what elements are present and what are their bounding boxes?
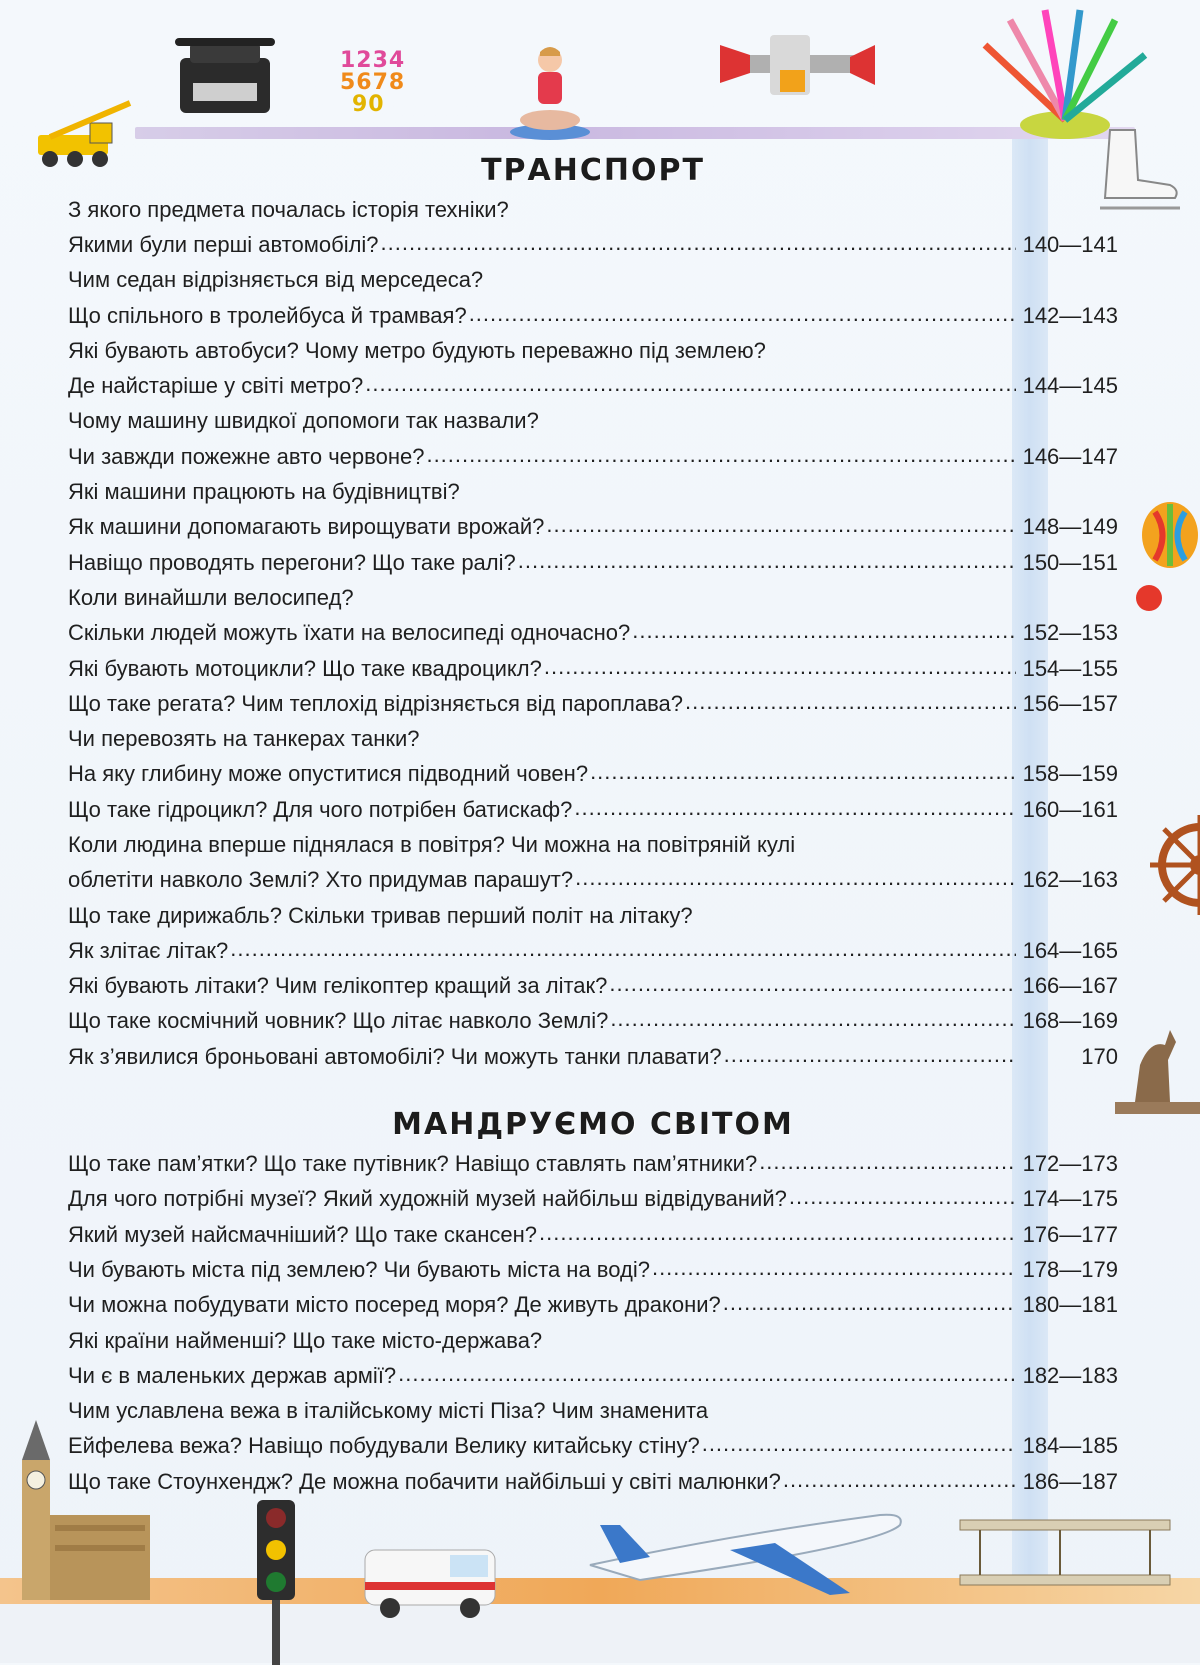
section-title-travel: МАНДРУЄМО СВІТОМ: [392, 1107, 794, 1143]
typewriter-icon: [165, 28, 285, 128]
dot-leader: [710, 1400, 1016, 1422]
toc-page-number: 162—163: [1022, 867, 1118, 893]
toc-entry: [68, 792, 1118, 827]
biplane-icon: [950, 1510, 1190, 1620]
dot-leader: [789, 1188, 1016, 1210]
toc-question: Для чого потрібні музеї? Який художній музей найбільш відвідуваний?: [68, 1186, 787, 1212]
dot-leader: [546, 516, 1016, 538]
toc-page-number: 146—147: [1022, 443, 1118, 469]
toc-page-number: 182—183: [1022, 1362, 1118, 1388]
ambulance-icon: [360, 1530, 500, 1620]
toc-question: Чи завжди пожежне авто червоне?: [68, 443, 425, 469]
toc-entry: [68, 1394, 1118, 1429]
dot-leader: [381, 234, 1016, 256]
toc-entry: [68, 1146, 1118, 1181]
toc-page-number: 142—143: [1022, 302, 1118, 328]
toc-question: Як злітає літак?: [68, 937, 229, 963]
dot-leader: [539, 1224, 1016, 1246]
toc-page-number: 148—149: [1022, 514, 1118, 540]
toc-entry: [68, 898, 1118, 933]
toc-entry: [68, 1358, 1118, 1393]
dot-leader: [426, 446, 1016, 468]
toc-page-number: 150—151: [1022, 549, 1118, 575]
jet-icon: [580, 1495, 910, 1605]
ship-wheel-icon: [1140, 810, 1200, 920]
toc-page-number: 184—185: [1022, 1433, 1118, 1459]
toc-entry: [68, 510, 1118, 545]
toc-entry: [68, 1217, 1118, 1252]
toc-page-number: 156—157: [1022, 690, 1118, 716]
toc-page-number: 186—187: [1022, 1468, 1118, 1494]
dot-leader: [422, 728, 1016, 750]
toc-question: Ейфелева вежа? Навіщо побудували Велику китайську стіну?: [68, 1433, 700, 1459]
toc-question: облетіти навколо Землі? Хто придумав парашут?: [68, 867, 574, 893]
toc-question: Як з’явилися броньовані автомобілі? Чи можуть танки плавати?: [68, 1043, 722, 1069]
dot-leader: [768, 340, 1016, 362]
toc-question: Чим уславлена вежа в італійському місті Піза? Чим знаменита: [68, 1398, 709, 1424]
toc-question: Що таке регата? Чим теплохід відрізняється від пароплава?: [68, 690, 684, 716]
toc-entry: [68, 1323, 1118, 1358]
toc-entry: [68, 969, 1118, 1004]
dot-leader: [398, 1365, 1016, 1387]
toc-entry: [68, 616, 1118, 651]
dot-leader: [544, 658, 1016, 680]
toc-entry: [68, 298, 1118, 333]
toc-page-number: 180—181: [1022, 1292, 1118, 1318]
toc-page-number: 158—159: [1022, 761, 1118, 787]
dot-leader: [574, 799, 1016, 821]
toc-entry: [68, 368, 1118, 403]
toc-question: Які бувають автобуси? Чому метро будують переважно під землею?: [68, 337, 766, 363]
toc-page-number: 140—141: [1022, 231, 1118, 257]
toc-entry: [68, 1004, 1118, 1039]
toc-question: Що таке космічний човник? Що літає навколо Землі?: [68, 1008, 609, 1034]
toc-page-number: 178—179: [1022, 1256, 1118, 1282]
dot-leader: [783, 1471, 1016, 1493]
dot-leader: [695, 905, 1016, 927]
toc-entry: [68, 1429, 1118, 1464]
toc-question: Чи перевозять на танкерах танки?: [68, 726, 420, 752]
toc-question: Що таке гідроцикл? Для чого потрібен батискаф?: [68, 796, 573, 822]
toc-question: Чи можна побудувати місто посеред моря? Де живуть дракони?: [68, 1292, 721, 1318]
toc-entry: [68, 192, 1118, 227]
dot-leader: [485, 269, 1016, 291]
toc-question: Що таке дирижабль? Скільки тривав перший політ на літаку?: [68, 902, 693, 928]
dot-leader: [469, 305, 1016, 327]
dog-statue-icon: [1110, 1020, 1200, 1120]
toc-question: З якого предмета почалась історія техніки?: [68, 196, 509, 222]
toc-question: Які країни найменші? Що таке місто-держава?: [68, 1327, 543, 1353]
dot-leader: [759, 1153, 1016, 1175]
toc-question: Чи є в маленьких держав армії?: [68, 1362, 397, 1388]
toc-page-number: 152—153: [1022, 620, 1118, 646]
dot-leader: [511, 199, 1016, 221]
toc-page-number: 164—165: [1022, 937, 1118, 963]
dot-leader: [541, 410, 1016, 432]
toc-entry: [68, 651, 1118, 686]
dot-leader: [575, 869, 1016, 891]
toc-page-number: 166—167: [1022, 973, 1118, 999]
girl-icon: [505, 42, 595, 142]
toc-question: Що спільного в тролейбуса й трамвая?: [68, 302, 467, 328]
dot-leader: [365, 375, 1016, 397]
toc-question: Скільки людей можуть їхати на велосипеді одночасно?: [68, 620, 631, 646]
toc-entry: [68, 227, 1118, 262]
numbers-line: 90: [352, 92, 385, 117]
dot-leader: [609, 975, 1016, 997]
toc-entry: [68, 263, 1118, 298]
toc-question: Де найстаріше у світі метро?: [68, 373, 364, 399]
toc-entry: [68, 721, 1118, 756]
toc-entry: [68, 1288, 1118, 1323]
toc-entry: [68, 686, 1118, 721]
dot-leader: [462, 481, 1016, 503]
toc-entry: [68, 1182, 1118, 1217]
toc-question: Які бувають мотоцикли? Що таке квадроцикл?: [68, 655, 542, 681]
toc-page-number: 170: [1081, 1043, 1118, 1069]
section-title-transport: ТРАНСПОРТ: [481, 153, 705, 188]
toc-question: Коли винайшли велосипед?: [68, 584, 354, 610]
dot-leader: [652, 1259, 1016, 1281]
dot-leader: [356, 587, 1016, 609]
dot-leader: [518, 552, 1016, 574]
toc-entry: [68, 545, 1118, 580]
toc-entry: [68, 474, 1118, 509]
toc-page-number: 160—161: [1022, 796, 1118, 822]
toc-entry: [68, 933, 1118, 968]
dot-leader: [702, 1435, 1016, 1457]
toc-page-number: 174—175: [1022, 1186, 1118, 1212]
dot-leader: [230, 940, 1016, 962]
numbers-line: 5678: [340, 70, 406, 95]
dot-leader: [610, 1010, 1016, 1032]
toc-question: Що таке Стоунхендж? Де можна побачити найбільші у світі малюнки?: [68, 1468, 781, 1494]
dot-leader: [685, 693, 1016, 715]
toc-page-number: 168—169: [1022, 1008, 1118, 1034]
toc-question: Які машини працюють на будівництві?: [68, 479, 460, 505]
toc-page-number: 144—145: [1022, 373, 1118, 399]
dot-leader: [724, 1046, 1016, 1068]
toc-question: На яку глибину може опуститися підводний човен?: [68, 761, 589, 787]
dot-leader: [590, 763, 1016, 785]
toy-plane-icon: [710, 15, 880, 110]
toc-question: Навіщо проводять перегони? Що таке ралі?: [68, 549, 516, 575]
toc-entry: [68, 1464, 1118, 1499]
toc-entry: [68, 827, 1118, 862]
dot-leader: [797, 834, 1016, 856]
toc-question: Який музей найсмачніший? Що таке скансен?: [68, 1221, 538, 1247]
toc-entry: [68, 1252, 1118, 1287]
dot-leader: [632, 622, 1016, 644]
transport-list: [68, 192, 1118, 1074]
toc-question: Якими були перші автомобілі?: [68, 231, 379, 257]
traffic-light-icon: [255, 1500, 297, 1665]
toc-entry: [68, 404, 1118, 439]
toc-entry: [68, 439, 1118, 474]
toc-question: Як машини допомагають вирощувати врожай?: [68, 514, 545, 540]
toc-page-number: 176—177: [1022, 1221, 1118, 1247]
toc-entry: [68, 757, 1118, 792]
toc-question: Що таке пам’ятки? Що таке путівник? Навіщо ставлять пам’ятники?: [68, 1151, 758, 1177]
toc-question: Коли людина вперше піднялася в повітря? Чи можна на повітряній кулі: [68, 831, 796, 857]
numbers-line: 1234: [340, 48, 406, 73]
balloon-icon: [1135, 500, 1200, 615]
toc-page-number: 172—173: [1022, 1151, 1118, 1177]
toc-entry: [68, 863, 1118, 898]
toc-page-number: 154—155: [1022, 655, 1118, 681]
toc-question: Чи бувають міста під землею? Чи бувають міста на воді?: [68, 1256, 650, 1282]
toc-question: Чим седан відрізняється від мерседеса?: [68, 267, 484, 293]
dot-leader: [723, 1294, 1016, 1316]
toc-question: Чому машину швидкої допомоги так назвали?: [68, 408, 539, 434]
toc-entry: [68, 1039, 1118, 1074]
table-of-contents: [68, 150, 1118, 1499]
numbers-icon: [340, 50, 405, 116]
toc-question: Які бувають літаки? Чим гелікоптер кращий за літак?: [68, 973, 608, 999]
travel-list: [68, 1146, 1118, 1499]
dot-leader: [544, 1330, 1016, 1352]
toc-entry: [68, 580, 1118, 615]
toc-entry: [68, 333, 1118, 368]
